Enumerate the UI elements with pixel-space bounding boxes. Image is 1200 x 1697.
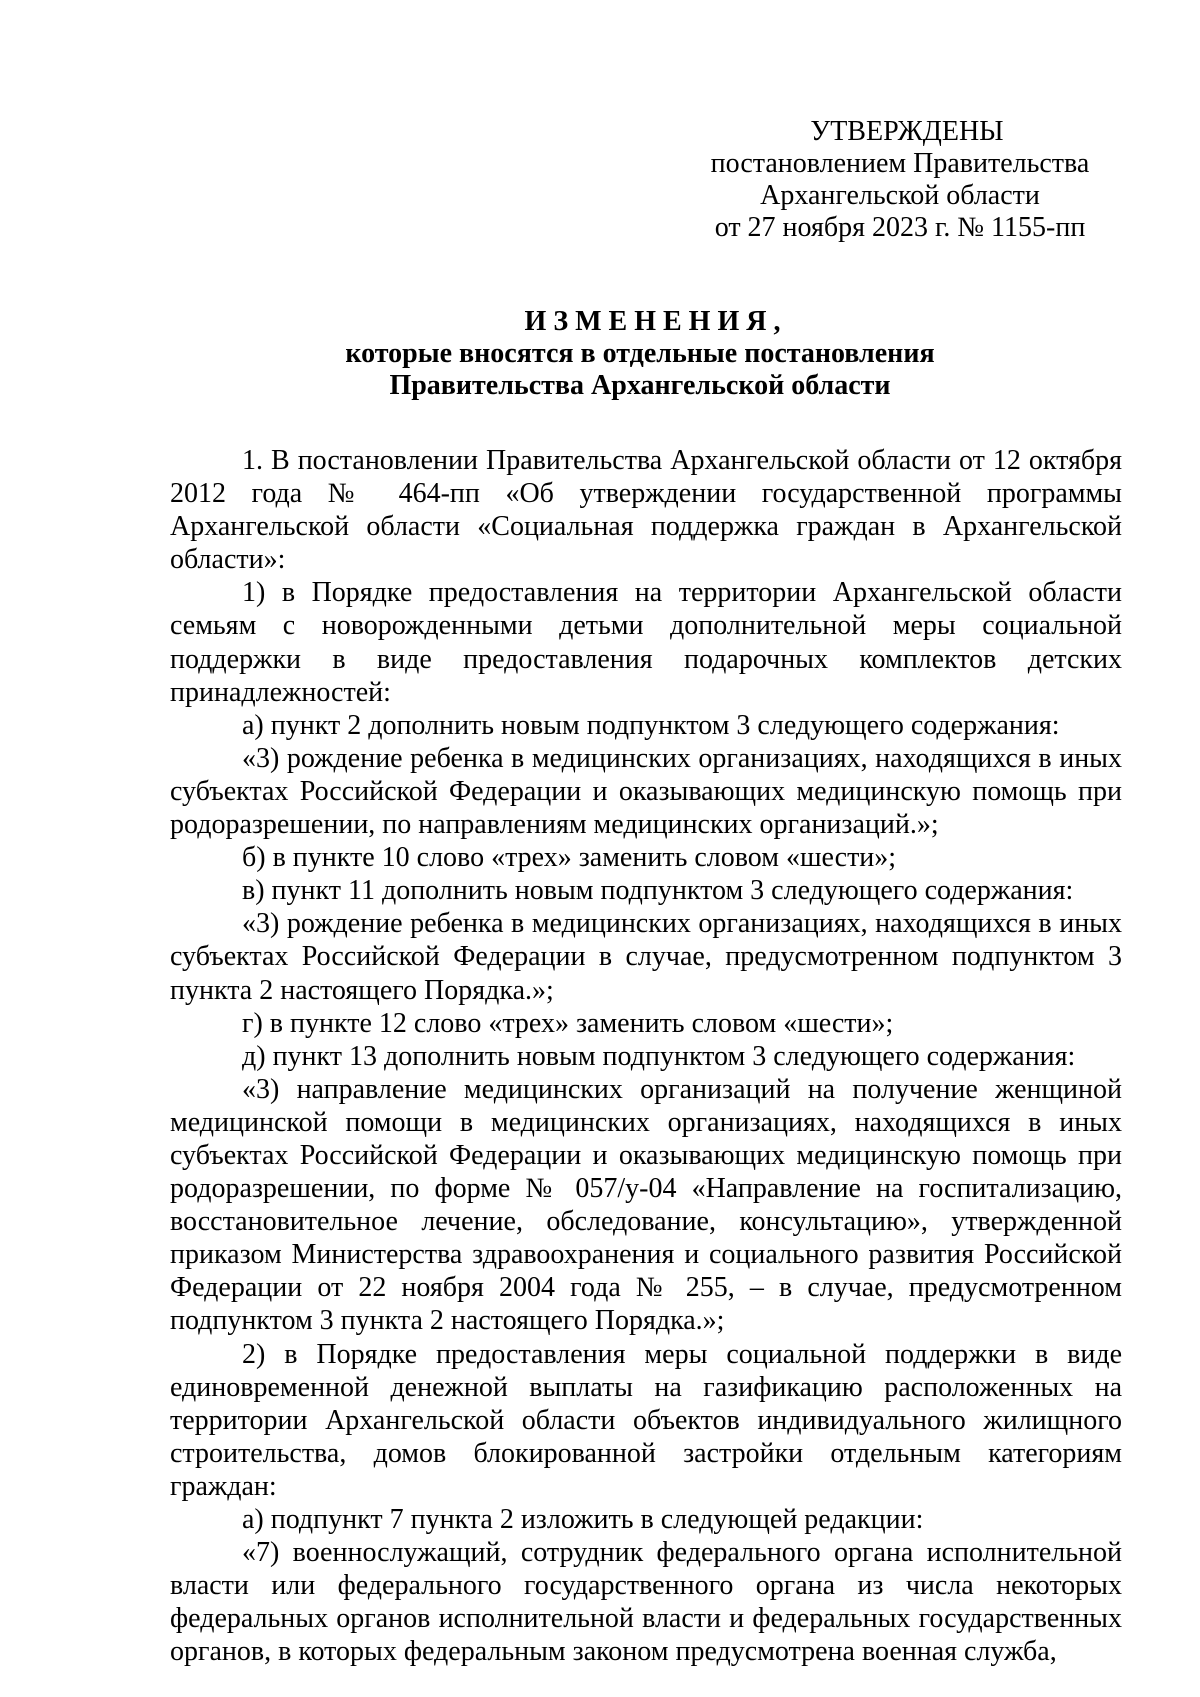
approval-heading: УТВЕРЖДЕНЫ	[810, 116, 1004, 147]
approval-line-2: Архангельской области	[760, 180, 1040, 211]
paragraph: «3) рождение ребенка в медицинских организациях, находящихся в иных субъектах Российской Федерации в случае, предусмотренном подпунктом 3 пункта 2 настоящего Порядка.»;	[170, 908, 1122, 1006]
document-body	[170, 444, 1122, 1668]
paragraph: «7) военнослужащий, сотрудник федерального органа исполнительной власти или федерального государственного органа из числа некоторых федеральных органов исполнительной власти и федеральных государственных органов, в которых федеральным законом предусмотрена военная служба,	[170, 1537, 1122, 1668]
paragraph: 2) в Порядке предоставления меры социальной поддержки в виде единовременной денежной выплаты на газификацию расположенных на территории Архангельской области объектов индивидуального жилищного строительства, домов блокированной застройки отдельным категориям граждан:	[170, 1338, 1122, 1502]
paragraph: а) пункт 2 дополнить новым подпунктом 3 следующего содержания:	[242, 709, 1060, 741]
title-line-2: Правительства Архангельской области	[389, 370, 891, 401]
title-line-1: которые вносятся в отдельные постановления	[345, 338, 935, 369]
paragraph: г) в пункте 12 слово «трех» заменить словом «шести»;	[242, 1007, 894, 1039]
paragraph: д) пункт 13 дополнить новым подпунктом 3 следующего содержания:	[242, 1040, 1076, 1072]
paragraph: 1) в Порядке предоставления на территории Архангельской области семьям с новорожденными детьми дополнительной меры социальной поддержки в виде предоставления подарочных комплектов детских принадлежностей:	[170, 577, 1122, 708]
paragraph: в) пункт 11 дополнить новым подпунктом 3 следующего содержания:	[242, 875, 1074, 907]
paragraph: а) подпункт 7 пункта 2 изложить в следующей редакции:	[242, 1504, 924, 1535]
paragraph: б) в пункте 10 слово «трех» заменить словом «шести»;	[242, 842, 897, 874]
approval-line-3: от 27 ноября 2023 г. № 1155-пп	[714, 212, 1086, 243]
paragraph: 1. В постановлении Правительства Архангельской области от 12 октября 2012 года № 464-пп «Об утверждении государственной программы Архангельской области «Социальная поддержка граждан в Архангельской области»:	[170, 445, 1122, 576]
paragraph: «3) рождение ребенка в медицинских организациях, находящихся в иных субъектах Российской Федерации и оказывающих медицинскую помощь при родоразрешении, по направлениям медицинских организаций.»;	[170, 742, 1122, 841]
approval-line-1: постановлением Правительства	[710, 148, 1090, 179]
title-main: ИЗМЕНЕНИЯ,	[524, 306, 788, 337]
approval-stamp	[700, 116, 1100, 244]
document-title	[160, 306, 1120, 402]
paragraph: «3) направление медицинских организаций на получение женщиной медицинской помощи в медицинских организациях, находящихся в иных субъектах Российской Федерации и оказывающих медицинскую помощь при родоразрешении, по форме № 057/у-04 «Направление на госпитализацию, восстановительное лечение, обследование, консультацию», утвержденной приказом Министерства здравоохранения и социального развития Российской Федерации от 22 ноября 2004 года № 255, – в случае, предусмотренном подпунктом 3 пункта 2 настоящего Порядка.»;	[170, 1073, 1122, 1337]
